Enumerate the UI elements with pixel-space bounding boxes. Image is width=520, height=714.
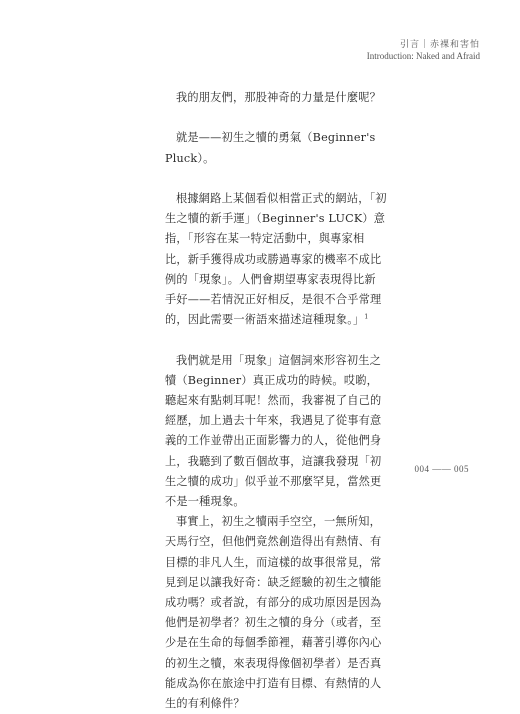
- paragraph-phenomenon: 我們就是用「現象」這個詞來形容初生之犢（Beginner）真正成功的時候。哎喲，聽起來有點刺耳呢！然而，我審視了自己的經歷，加上過去十年來，我遇見了從事有意義的工作並帶出正面影響力的人，從他們身上，我聽到了數百個故事，這讓我發現「初生之犢的成功」似乎並不那麼罕見，當然更不是一種現象。: [165, 353, 382, 509]
- chapter-title-chinese: 引言｜赤裸和害怕: [399, 39, 480, 49]
- paragraph-definition-text: 根據網路上某個看似相當正式的網站，「初生之犢的新手運」（Beginner's LUCK）意指，「形容在某一特定活動中，與專家相比，新手獲得成功或勝過專家的機率不成比例的「現象」。人們會期望專家表現得比新手好——若情況正好相反，是很不合乎常理的，因此需要一術語來描述這種現象。」: [165, 191, 387, 327]
- paragraph-question: 我的朋友們，那股神奇的力量是什麼呢？: [176, 91, 381, 104]
- paragraph-definition: [165, 189, 387, 330]
- paragraph-answer: 就是——初生之犢的勇氣（Beginner's Pluck）。: [165, 131, 376, 165]
- running-header: [367, 39, 480, 62]
- paragraph-fact: 事實上，初生之犢兩手空空，一無所知，天馬行空，但他們竟然創造得出有熱情、有目標的非凡人生，而這樣的故事很常見，常見到足以讓我好奇：缺乏經驗的初生之犢能成功嗎？或者說，有部分的成功原因是因為他們是初學者？初生之犢的身分（或者，至少是在生命的每個季節裡，藉著引導你內心的初生之犢，來表現得像個初學者）是否真能成為你在旅途中打造有目標、有熱情的人生的有利條件？: [165, 515, 382, 711]
- footnote-marker: 1: [364, 313, 369, 321]
- body-text: [165, 88, 387, 714]
- chapter-title-english: Introduction: Naked and Afraid: [366, 51, 480, 61]
- page-numbers: 004 —— 005: [414, 464, 469, 474]
